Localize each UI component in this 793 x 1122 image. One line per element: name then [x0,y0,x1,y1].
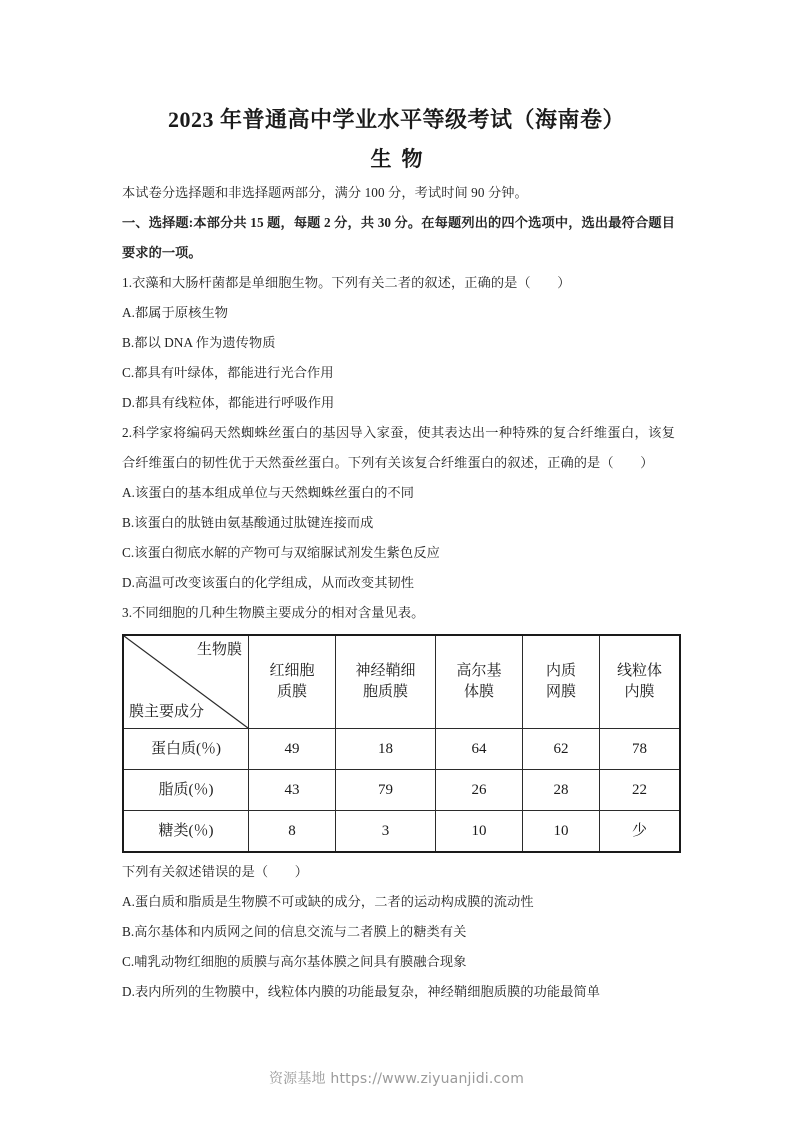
table-row [123,729,680,770]
table-col-header-1-line1: 红细胞 [269,663,315,679]
table-row-2-label: 脂质(％) [123,770,249,811]
question-1-option-a[interactable]: A.都属于原核生物 [122,305,229,320]
table-corner-column-label: 生物膜 [196,642,242,658]
table-col-header-4-line2: 网膜 [545,684,576,700]
question-3-option-a[interactable]: A.蛋白质和脂质是生物膜不可或缺的成分，二者的运动构成膜的流动性 [122,894,534,909]
question-1-option-c[interactable]: C.都具有叶绿体，都能进行光合作用 [122,365,334,380]
table-col-header-5 [600,635,681,729]
table-col-header-2-line2: 胞质膜 [362,684,408,700]
table-corner-cell [123,635,249,729]
table-col-header-3-line2: 体膜 [463,684,494,700]
table-row-3-label: 糖类(％) [123,811,249,853]
question-3 [122,598,675,1007]
table-corner-row-label [129,702,204,723]
table-col-header-3 [436,635,523,729]
table-header-row [123,635,680,729]
question-2-option-d[interactable]: D.高温可改变该蛋白的化学组成，从而改变其韧性 [122,575,415,590]
question-3-stem: 3.不同细胞的几种生物膜主要成分的相对含量见表。 [122,605,425,620]
table-row-3-cell-3: 10 [436,811,523,853]
table-row-3-cell-4: 10 [523,811,600,853]
membrane-composition-table-wrapper [122,634,675,853]
table-col-header-2 [336,635,436,729]
question-1-option-b[interactable]: B.都以 DNA 作为遗传物质 [122,335,276,350]
section-one-instructions: 一、选择题:本部分共 15 题，每题 2 分，共 30 分。在每题列出的四个选项中，选出最符合题目要求的一项。 [122,215,675,260]
table-row-3-cell-1: 8 [249,811,336,853]
table-col-header-3-line1: 高尔基 [456,663,502,679]
exam-content [122,178,675,1007]
table-row-3-cell-5: 少 [600,811,681,853]
table-row-1-cell-4: 62 [523,729,600,770]
question-3-option-b[interactable]: B.高尔基体和内质网之间的信息交流与二者膜上的糖类有关 [122,924,467,939]
question-3-sub-stem: 下列有关叙述错误的是（ ） [122,864,309,879]
table-col-header-4-line1: 内质 [545,663,576,679]
table-row-2-cell-3: 26 [436,770,523,811]
footer-watermark: 资源基地 https://www.ziyuanjidi.com [268,1071,525,1087]
subject-title: 生物 [370,147,433,171]
table-row-2-cell-2: 79 [336,770,436,811]
question-2-stem: 2.科学家将编码天然蜘蛛丝蛋白的基因导入家蚕，使其表达出一种特殊的复合纤维蛋白，该复合纤维蛋白的韧性优于天然蚕丝蛋白。下列有关该复合纤维蛋白的叙述，正确的是（ ） [122,425,675,470]
table-row-1-cell-2: 18 [336,729,436,770]
question-2-option-a[interactable]: A.该蛋白的基本组成单位与天然蜘蛛丝蛋白的不同 [122,485,415,500]
membrane-composition-table [122,634,681,853]
question-1-option-d[interactable]: D.都具有线粒体，都能进行呼吸作用 [122,395,335,410]
table-row-2-cell-1: 43 [249,770,336,811]
question-3-option-c[interactable]: C.哺乳动物红细胞的质膜与高尔基体膜之间具有膜融合现象 [122,954,467,969]
question-2-option-b[interactable]: B.该蛋白的肽链由氨基酸通过肽键连接而成 [122,515,374,530]
table-corner-row-label-line2: 要成分 [159,704,205,720]
table-col-header-1-line2: 质膜 [276,684,307,700]
table-corner-row-label-line1: 膜主 [129,704,160,720]
table-col-header-5-line2: 内膜 [624,684,655,700]
table-row [123,811,680,853]
table-col-header-4 [523,635,600,729]
page-title: 2023 年普通高中学业水平等级考试（海南卷） [167,107,625,132]
table-row-3-cell-2: 3 [336,811,436,853]
table-row-1-cell-5: 78 [600,729,681,770]
table-row-1-label: 蛋白质(％) [123,729,249,770]
question-2-option-c[interactable]: C.该蛋白彻底水解的产物可与双缩脲试剂发生紫色反应 [122,545,440,560]
question-1-stem: 1.衣藻和大肠杆菌都是单细胞生物。下列有关二者的叙述，正确的是（ ） [122,275,571,290]
question-1 [122,268,675,418]
table-row [123,770,680,811]
table-col-header-1 [249,635,336,729]
general-instructions: 本试卷分选择题和非选择题两部分，满分 100 分，考试时间 90 分钟。 [122,185,528,200]
table-row-1-cell-1: 49 [249,729,336,770]
table-row-2-cell-4: 28 [523,770,600,811]
question-2 [122,418,675,598]
table-col-header-2-line1: 神经鞘细 [355,663,416,679]
table-row-1-cell-3: 64 [436,729,523,770]
table-row-2-cell-5: 22 [600,770,681,811]
table-col-header-5-line1: 线粒体 [616,663,662,679]
question-3-option-d[interactable]: D.表内所列的生物膜中，线粒体内膜的功能最复杂，神经鞘细胞质膜的功能最简单 [122,984,601,999]
